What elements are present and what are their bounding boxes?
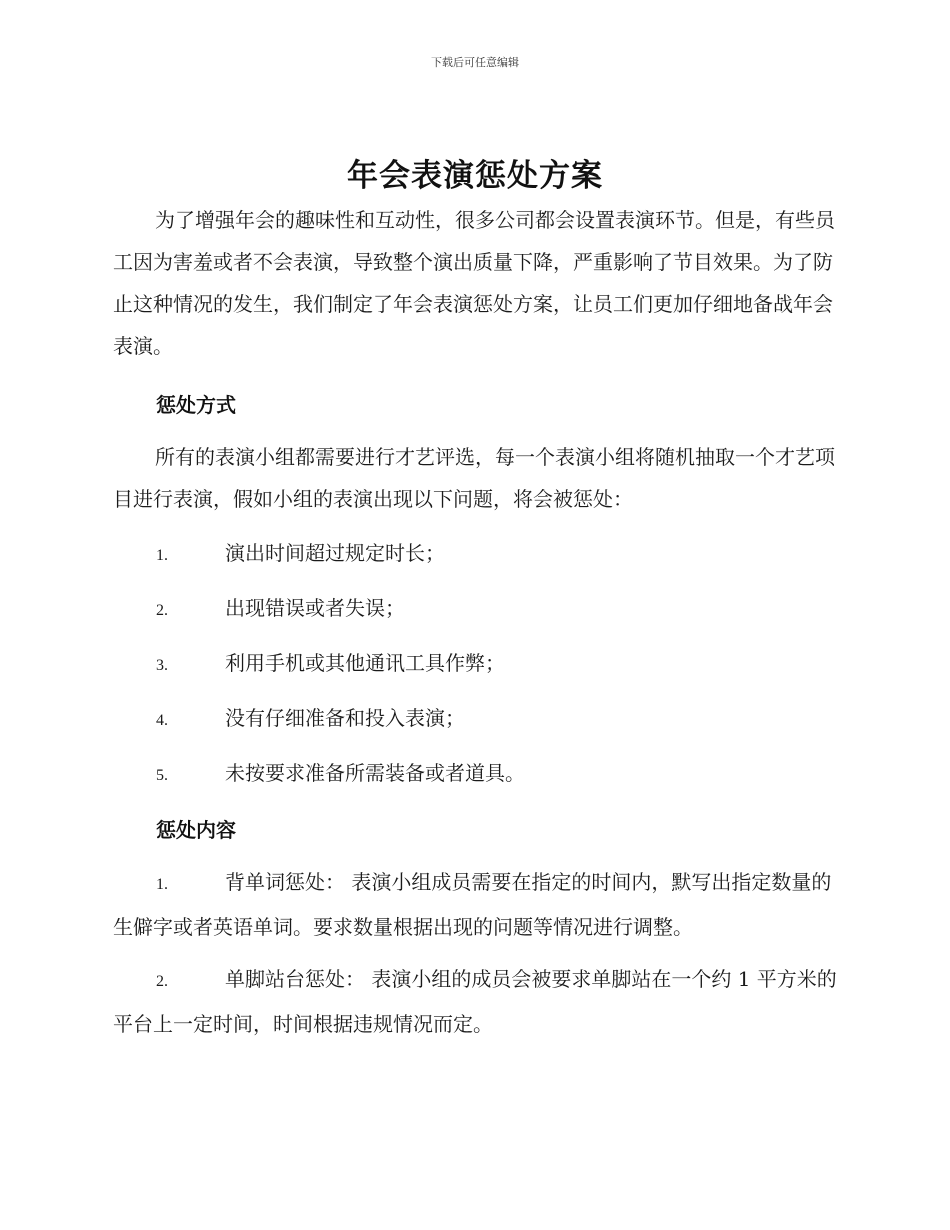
list-item bbox=[156, 538, 445, 568]
list-number: 5. bbox=[156, 767, 168, 784]
list-item bbox=[156, 648, 505, 678]
document-title: 年会表演惩处方案 bbox=[347, 158, 603, 194]
content-list-item bbox=[113, 861, 840, 948]
list-item-text: 利用手机或其他通讯工具作弊； bbox=[225, 651, 505, 675]
list-item-text: 演出时间超过规定时长； bbox=[225, 541, 445, 565]
content-list-item bbox=[113, 958, 840, 1045]
method-paragraph: 所有的表演小组都需要进行才艺评选，每一个表演小组将随机抽取一个才艺项目进行表演，假如小组的表演出现以下问题，将会被惩处： bbox=[113, 445, 835, 511]
content-item-text: 单脚站台惩处： 表演小组的成员会被要求单脚站在一个约 1 平方米的平台上一定时间，时间根据违规情况而定。 bbox=[113, 967, 837, 1036]
list-item bbox=[156, 593, 405, 623]
list-number: 2. bbox=[156, 602, 168, 619]
list-item-text: 未按要求准备所需装备或者道具。 bbox=[225, 761, 525, 785]
list-number: 3. bbox=[156, 657, 168, 674]
list-item bbox=[156, 758, 525, 788]
section-heading-method: 惩处方式 bbox=[156, 393, 236, 417]
list-item bbox=[156, 703, 465, 733]
list-item-text: 出现错误或者失误； bbox=[225, 596, 405, 620]
intro-paragraph: 为了增强年会的趣味性和互动性，很多公司都会设置表演环节。但是，有些员工因为害羞或者不会表演，导致整个演出质量下降，严重影响了节目效果。为了防止这种情况的发生，我们制定了年会表演惩处方案，让员工们更加仔细地备战年会表演。 bbox=[113, 208, 835, 358]
list-number: 4. bbox=[156, 712, 168, 729]
list-item-text: 没有仔细准备和投入表演； bbox=[225, 706, 465, 730]
section-heading-content: 惩处内容 bbox=[156, 818, 236, 842]
list-number: 1. bbox=[156, 876, 168, 893]
content-item-text: 背单词惩处： 表演小组成员需要在指定的时间内，默写出指定数量的生僻字或者英语单词。要求数量根据出现的问题等情况进行调整。 bbox=[113, 870, 832, 939]
header-note: 下载后可任意编辑 bbox=[431, 56, 519, 69]
list-number: 1. bbox=[156, 547, 168, 564]
list-number: 2. bbox=[156, 973, 168, 990]
